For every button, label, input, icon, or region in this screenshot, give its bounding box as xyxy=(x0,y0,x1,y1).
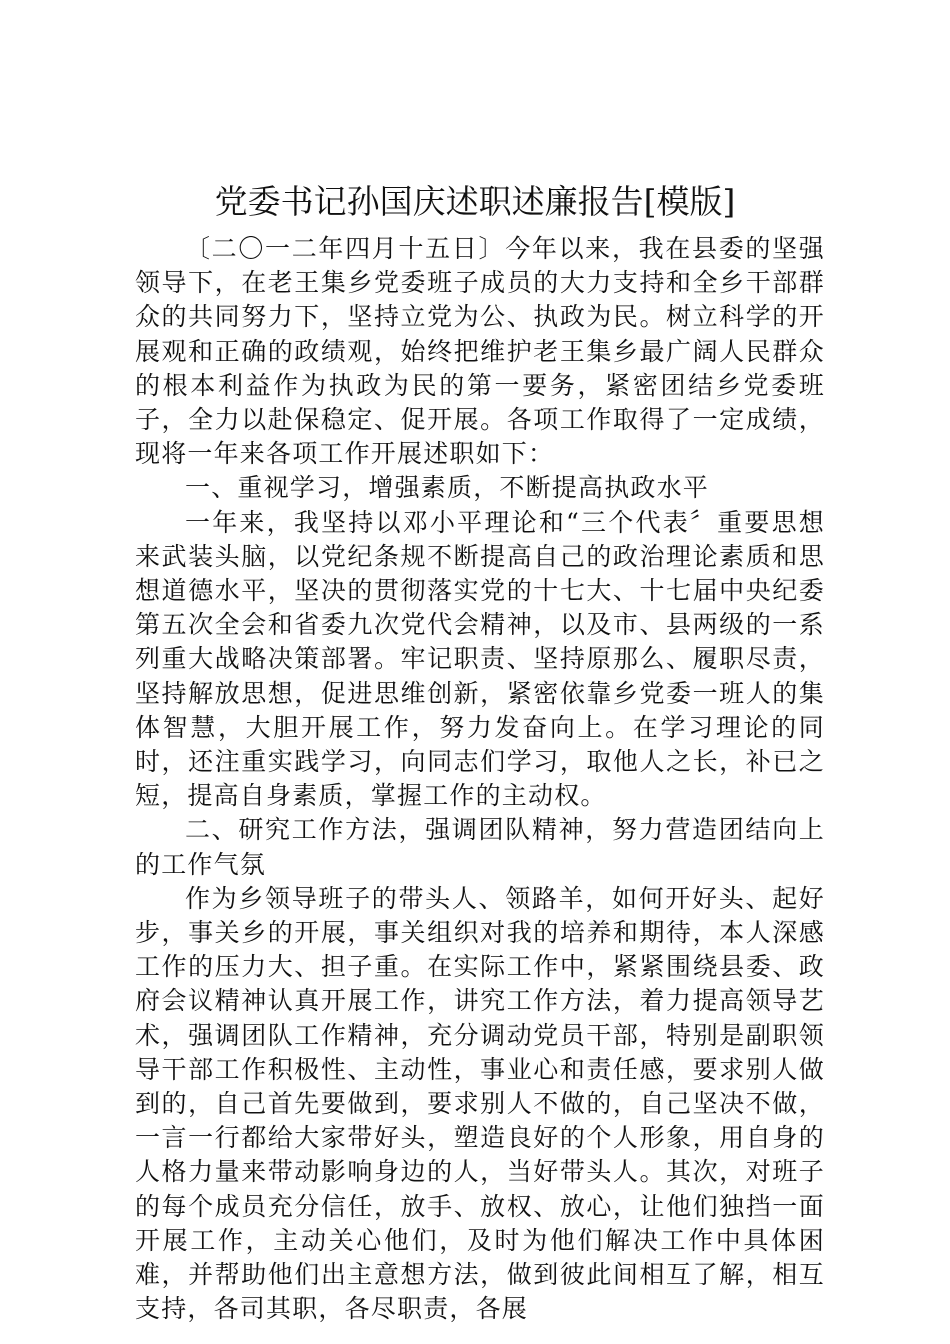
section-heading-1: 一、重视学习，增强素质，不断提高执政水平 xyxy=(185,473,710,503)
paragraph-intro: 〔二〇一二年四月十五日〕今年以来，我在县委的坚强领导下，在老王集乡党委班子成员的大力支持和全乡干部群众的共同努力下，坚持立党为公、执政为民。树立科学的开展观和正确的政绩观，始终把维护老王集乡最广阔人民群众的根本利益作为执政为民的第一要务，紧密团结乡党委班子，全力以赴保稳定、促开展。各项工作取得了一定成绩，现将一年来各项工作开展述职如下： xyxy=(135,234,825,469)
document-body xyxy=(135,232,825,1327)
document-title: 党委书记孙国庆述职述廉报告[模版] xyxy=(214,182,736,221)
section-heading-2: 二、研究工作方法，强调团队精神，努力营造团结向上的工作气氛 xyxy=(135,815,825,879)
paragraph-section-2: 作为乡领导班子的带头人、领路羊，如何开好头、起好步，事关乡的开展，事关组织对我的培养和期待，本人深感工作的压力大、担子重。在实际工作中，紧紧围绕县委、政府会议精神认真开展工作，讲究工作方法，着力提高领导艺术，强调团队工作精神，充分调动党员干部，特别是副职领导干部工作积极性、主动性，事业心和责任感，要求别人做到的，自己首先要做到，要求别人不做的，自己坚决不做，一言一行都给大家带好头，塑造良好的个人形象，用自身的人格力量来带动影响身边的人，当好带头人。其次，对班子的每个成员充分信任，放手、放权、放心，让他们独挡一面开展工作，主动关心他们，及时为他们解决工作中具体困难，并帮助他们出主意想方法，做到彼此间相互了解，相互支持，各司其职，各尽职责，各展 xyxy=(135,883,825,1324)
paragraph-section-1: 一年来，我坚持以邓小平理论和“三个代表〞重要思想来武装头脑，以党纪条规不断提高自己的政治理论素质和思想道德水平，坚决的贯彻落实党的十七大、十七届中央纪委第五次全会和省委九次党代会精神，以及市、县两级的一系列重大战略决策部署。牢记职责、坚持原那么、履职尽责，坚持解放思想，促进思维创新，紧密依靠乡党委一班人的集体智慧，大胆开展工作，努力发奋向上。在学习理论的同时，还注重实践学习，向同志们学习，取他人之长，补已之短，提高自身素质，掌握工作的主动权。 xyxy=(135,507,825,811)
